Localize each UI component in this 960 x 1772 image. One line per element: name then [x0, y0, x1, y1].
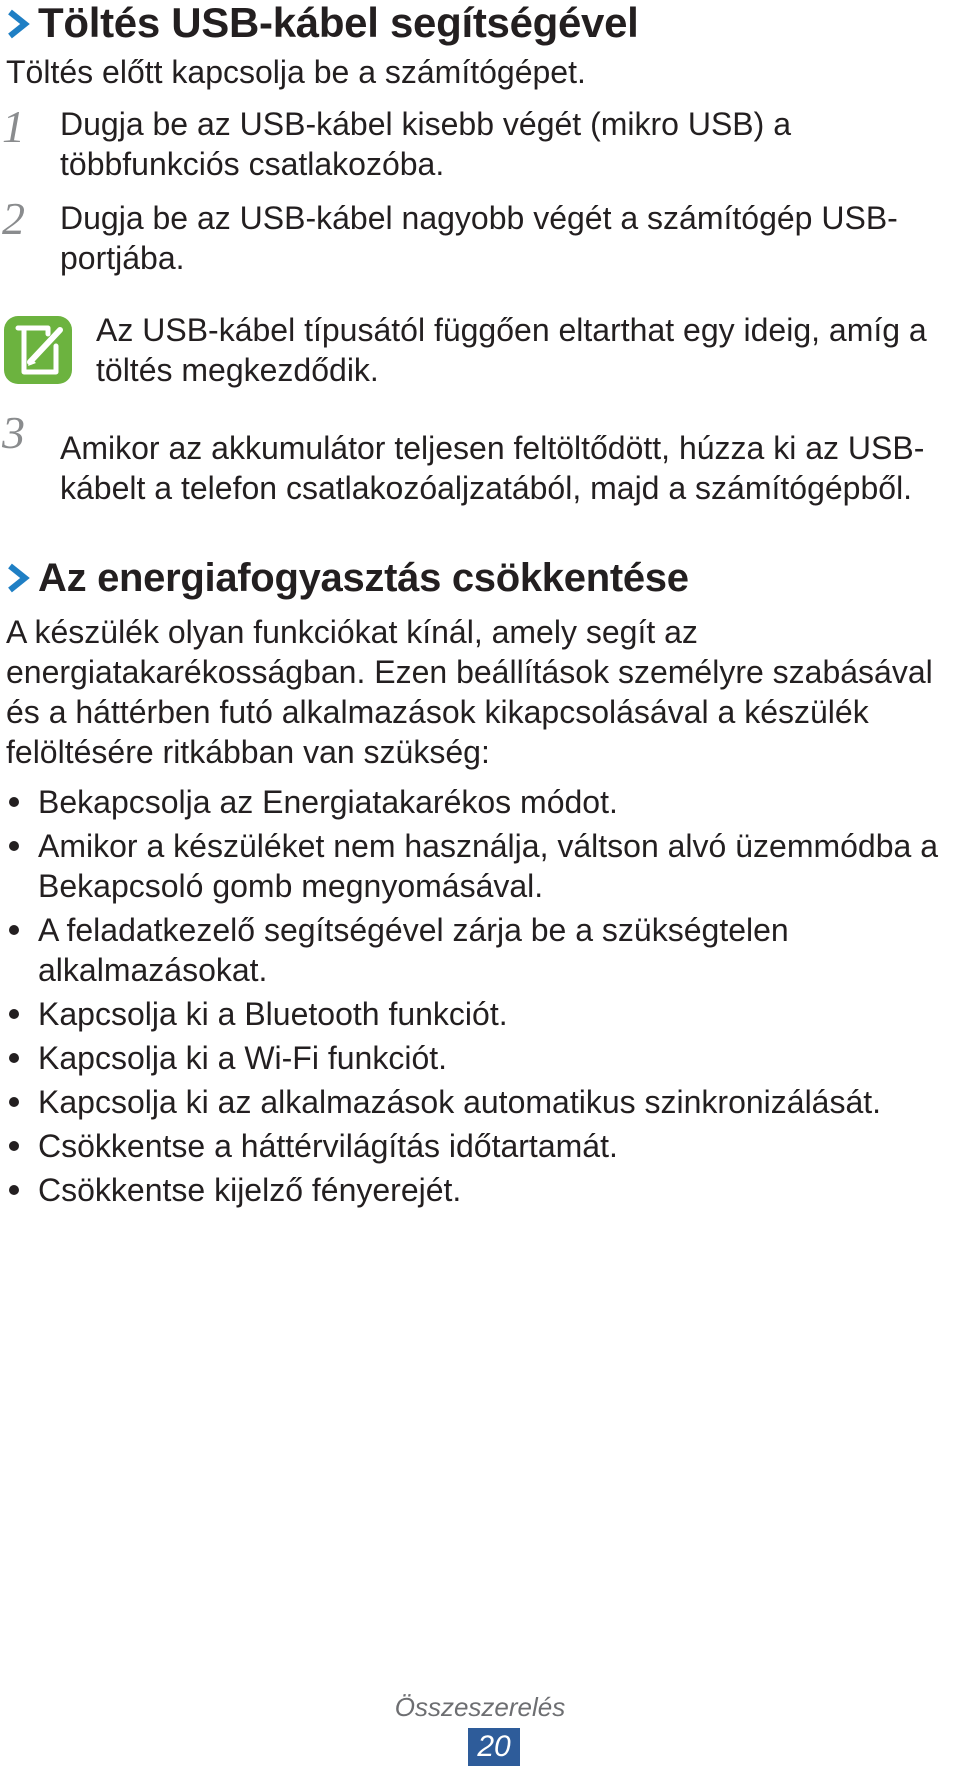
intro-line: energiatakarékosságban. Ezen beállítások személyre szabásával — [6, 654, 933, 690]
section-heading-text: Az energiafogyasztás csökkentése — [38, 556, 689, 600]
list-item-line: Bekapcsolja az Energiatakarékos módot. — [38, 784, 618, 820]
step-line: portjába. — [60, 240, 185, 276]
page-number: 20 — [468, 1728, 520, 1766]
step-line: Dugja be az USB-kábel nagyobb végét a számítógép USB- — [60, 200, 898, 236]
list-item — [0, 994, 955, 1034]
step-line: többfunkciós csatlakozóba. — [60, 146, 445, 182]
section-heading-usb-charging — [6, 0, 639, 46]
step-text-1 — [60, 104, 791, 184]
step-number-3: 3 — [2, 407, 25, 458]
chevron-right-icon — [6, 9, 30, 39]
step-line: kábelt a telefon csatlakozóaljzatából, majd a számítógépből. — [60, 470, 913, 506]
list-item-line: Bekapcsoló gomb megnyomásával. — [38, 868, 544, 904]
section-heading-energy-saving — [6, 556, 689, 600]
intro-line: felöltésére ritkábban van szükség: — [6, 734, 490, 770]
list-item — [0, 782, 955, 822]
bullet-dot-icon — [9, 797, 19, 807]
step-text-2 — [60, 198, 898, 278]
list-item-line: alkalmazásokat. — [38, 952, 268, 988]
note-text — [96, 310, 927, 390]
energy-tips-list — [0, 782, 955, 1214]
footer-section-name: Összeszerelés — [394, 1692, 566, 1722]
chevron-right-icon — [6, 563, 30, 593]
intro-line: A készülék olyan funkciókat kínál, amely segít az — [6, 614, 698, 650]
section1-intro: Töltés előtt kapcsolja be a számítógépet. — [6, 54, 586, 90]
bullet-dot-icon — [9, 925, 19, 935]
list-item — [0, 910, 955, 990]
intro-line: és a háttérben futó alkalmazások kikapcsolásával a készülék — [6, 694, 869, 730]
list-item-line: Amikor a készüléket nem használja, váltson alvó üzemmódba a — [38, 828, 938, 864]
note-line: Az USB-kábel típusától függően eltarthat egy ideig, amíg a — [96, 312, 927, 348]
bullet-dot-icon — [9, 1009, 19, 1019]
list-item-line: Kapcsolja ki a Bluetooth funkciót. — [38, 996, 508, 1032]
list-item — [0, 1082, 955, 1122]
step-number-2: 2 — [2, 193, 25, 244]
bullet-dot-icon — [9, 1053, 19, 1063]
list-item — [0, 1170, 955, 1210]
note-line: töltés megkezdődik. — [96, 352, 379, 388]
list-item — [0, 826, 955, 906]
list-item-line: Kapcsolja ki a Wi-Fi funkciót. — [38, 1040, 448, 1076]
step-line: Amikor az akkumulátor teljesen feltöltődött, húzza ki az USB- — [60, 430, 925, 466]
step-line: Dugja be az USB-kábel kisebb végét (mikro USB) a — [60, 106, 791, 142]
step-text-3 — [60, 428, 924, 508]
list-item — [0, 1038, 955, 1078]
list-item-line: Csökkentse a háttérvilágítás időtartamát. — [38, 1128, 618, 1164]
list-item-line: Csökkentse kijelző fényerejét. — [38, 1172, 462, 1208]
list-item-line: A feladatkezelő segítségével zárja be a szükségtelen — [38, 912, 789, 948]
note-pencil-icon — [4, 316, 72, 384]
bullet-dot-icon — [9, 1097, 19, 1107]
step-number-1: 1 — [2, 101, 25, 152]
bullet-dot-icon — [9, 841, 19, 851]
list-item — [0, 1126, 955, 1166]
bullet-dot-icon — [9, 1185, 19, 1195]
list-item-line: Kapcsolja ki az alkalmazások automatikus szinkronizálását. — [38, 1084, 882, 1120]
section-heading-text: Töltés USB-kábel segítségével — [38, 0, 639, 46]
section2-intro — [6, 612, 933, 772]
bullet-dot-icon — [9, 1141, 19, 1151]
